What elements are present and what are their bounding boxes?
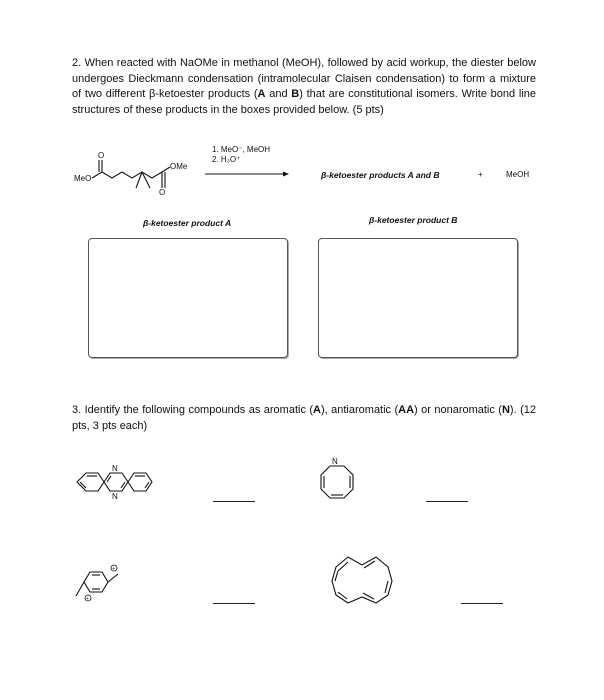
reagent-step-1: 1. MeO⁻, MeOH bbox=[212, 145, 271, 154]
question-2-text bbox=[72, 56, 536, 118]
q2-text-part: ) that are constitutional isomers. Write bond line structures of these products in the boxes provided below. (5 pts) bbox=[72, 88, 536, 116]
box-a-label: β-ketoester product A bbox=[143, 218, 232, 228]
methanol-byproduct: MeOH bbox=[506, 170, 530, 179]
q3-bold-aa: AA bbox=[398, 404, 415, 416]
product-label: β-ketoester products A and B bbox=[321, 170, 440, 180]
svg-text:+: + bbox=[86, 596, 89, 602]
phenazine-structure bbox=[72, 460, 162, 510]
azocine-structure bbox=[318, 458, 368, 508]
q3-text-part: ) or nonaromatic ( bbox=[414, 404, 502, 416]
reaction-arrow bbox=[205, 169, 289, 179]
q2-bold-b: B bbox=[291, 88, 300, 100]
question-3-text bbox=[72, 403, 536, 434]
svg-text:+: + bbox=[112, 566, 115, 572]
q3-bold-a: A bbox=[313, 404, 321, 416]
q3-bold-n: N bbox=[501, 404, 510, 416]
macrocycle-structure bbox=[318, 545, 408, 615]
svg-text:N: N bbox=[332, 457, 338, 466]
reactant-ome-label: OMe bbox=[170, 162, 188, 171]
cyclohexadiene-dication-structure bbox=[72, 560, 132, 610]
answer-blank-2[interactable] bbox=[426, 501, 468, 502]
q2-bold-a: A bbox=[257, 88, 266, 100]
reactant-meo-label: MeO bbox=[74, 174, 92, 183]
carbonyl-oxygen-label: O bbox=[98, 151, 105, 160]
answer-box-a[interactable] bbox=[88, 238, 288, 358]
svg-text:N: N bbox=[112, 492, 118, 501]
answer-blank-4[interactable] bbox=[461, 603, 503, 604]
carbonyl-oxygen-label: O bbox=[159, 188, 166, 197]
box-b-label: β-ketoester product B bbox=[369, 215, 458, 225]
q3-text-part: 3. Identify the following compounds as aromatic ( bbox=[72, 404, 314, 416]
reagent-step-2: 2. H₃O⁺ bbox=[212, 155, 241, 164]
q3-text-part: ). (12 pts, 3 pts each) bbox=[72, 404, 536, 432]
q3-text-part: ), antiaromatic ( bbox=[321, 404, 399, 416]
svg-text:N: N bbox=[112, 464, 118, 473]
answer-blank-1[interactable] bbox=[213, 501, 255, 502]
q2-text-part: 2. When reacted with NaOMe in methanol (MeOH), followed by acid workup, the diester below undergoes Dieckmann condensation (intramolecular Claisen condensation) to form a mixture of two different β-ketoester products ( bbox=[72, 57, 536, 100]
q2-text-part: and bbox=[265, 88, 292, 100]
plus-sign: + bbox=[478, 170, 483, 179]
answer-blank-3[interactable] bbox=[213, 603, 255, 604]
answer-box-b[interactable] bbox=[318, 238, 518, 358]
